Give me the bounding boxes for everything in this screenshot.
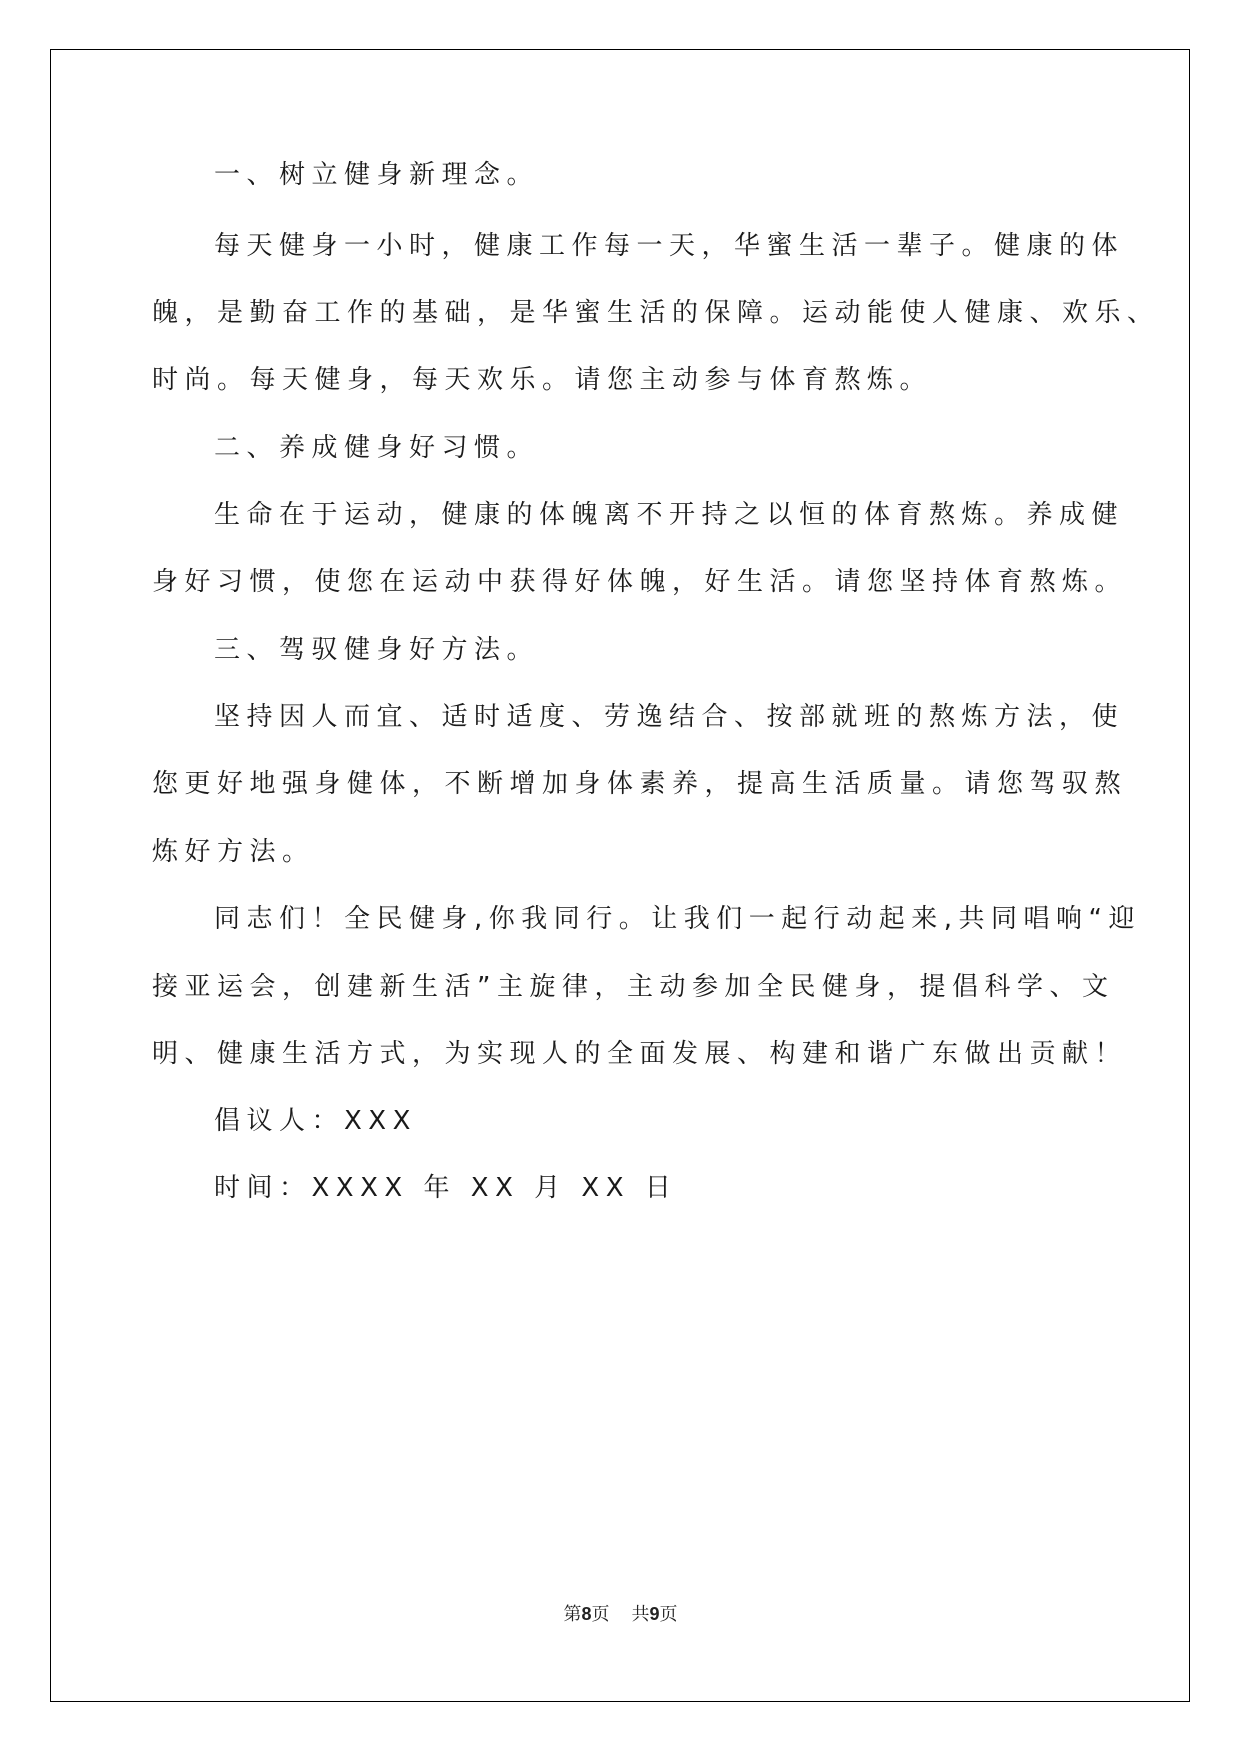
- paragraph-line: 每天健身一小时，健康工作每一天，华蜜生活一辈子。健康的体: [214, 231, 1125, 261]
- total-page-number: 9: [649, 1604, 660, 1624]
- paragraph-line: 时尚。每天健身，每天欢乐。请您主动参与体育熬炼。: [152, 365, 933, 395]
- current-page-number: 8: [581, 1604, 592, 1624]
- heading-2: 二、养成健身好习惯。: [214, 433, 540, 463]
- page-number-footer: [0, 1600, 1241, 1626]
- paragraph-line: 您更好地强身健体，不断增加身体素养，提高生活质量。请您驾驭熬: [152, 769, 1128, 799]
- page-suffix: 页: [591, 1604, 610, 1625]
- paragraph-line: 明、健康生活方式，为实现人的全面发展、构建和谐广东做出贡献！: [152, 1039, 1128, 1069]
- total-suffix: 页: [659, 1604, 678, 1625]
- proposer-line: 倡议人：XXX: [214, 1106, 417, 1136]
- paragraph-line: 坚持因人而宜、适时适度、劳逸结合、按部就班的熬炼方法，使: [214, 702, 1125, 732]
- paragraph-line: 炼好方法。: [152, 837, 315, 867]
- paragraph-line: 接亚运会，创建新生活”主旋律，主动参加全民健身，提倡科学、文: [152, 972, 1115, 1002]
- date-line: 时间：XXXX 年 XX 月 XX 日: [214, 1173, 678, 1203]
- total-prefix: 共: [631, 1604, 650, 1625]
- paragraph-line: 魄，是勤奋工作的基础，是华蜜生活的保障。运动能使人健康、欢乐、: [152, 298, 1160, 328]
- paragraph-line: 生命在于运动，健康的体魄离不开持之以恒的体育熬炼。养成健: [214, 500, 1125, 530]
- heading-1: 一、树立健身新理念。: [214, 160, 540, 190]
- paragraph-line: 同志们！全民健身,你我同行。让我们一起行动起来,共同唱响“迎: [214, 904, 1141, 934]
- paragraph-line: 身好习惯，使您在运动中获得好体魄，好生活。请您坚持体育熬炼。: [152, 567, 1128, 597]
- heading-3: 三、驾驭健身好方法。: [214, 635, 540, 665]
- page-prefix: 第: [563, 1604, 582, 1625]
